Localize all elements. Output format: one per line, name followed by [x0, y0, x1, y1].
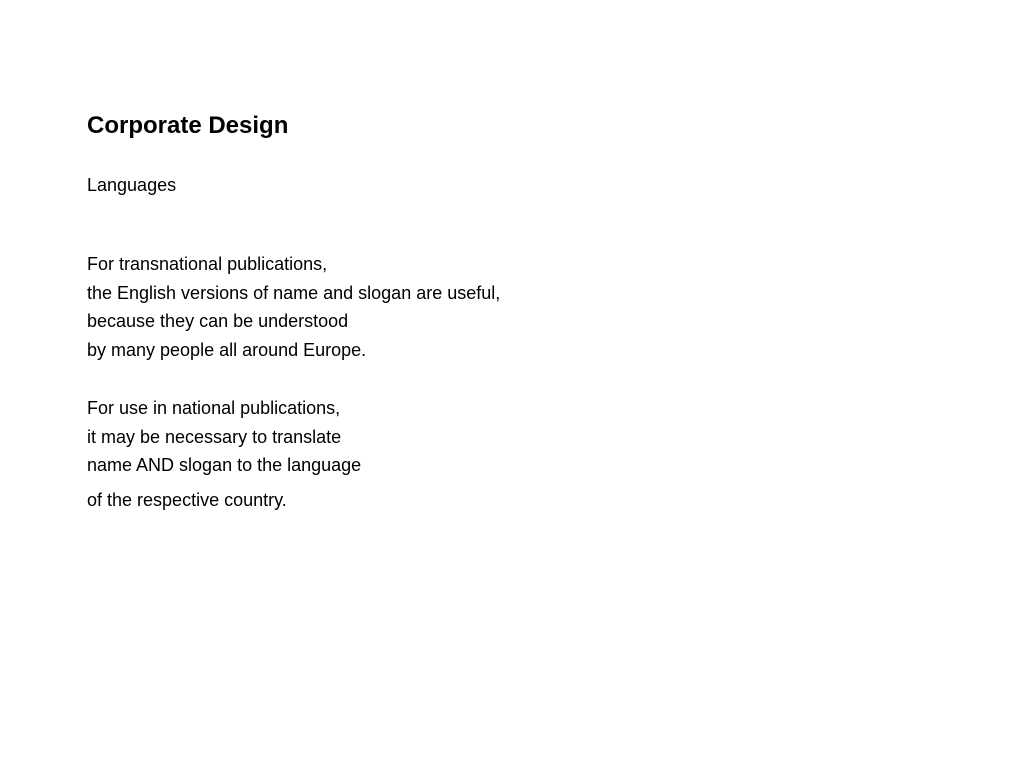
paragraph-transnational	[87, 250, 500, 365]
paragraph-line: For transnational publications,	[87, 254, 328, 274]
paragraph-line: For use in national publications,	[87, 398, 341, 418]
paragraph-line: by many people all around Europe.	[87, 340, 367, 361]
slide-title: Corporate Design	[87, 112, 289, 139]
paragraph-line: name AND slogan to the language	[87, 455, 362, 476]
paragraph-line: it may be necessary to translate	[87, 426, 342, 447]
paragraph-line: because they can be understood	[87, 311, 349, 332]
paragraph-national	[87, 394, 361, 515]
slide-subtitle: Languages	[87, 175, 177, 195]
paragraph-line: of the respective country.	[87, 490, 287, 511]
paragraph-line: the English versions of name and slogan are useful,	[87, 282, 501, 303]
